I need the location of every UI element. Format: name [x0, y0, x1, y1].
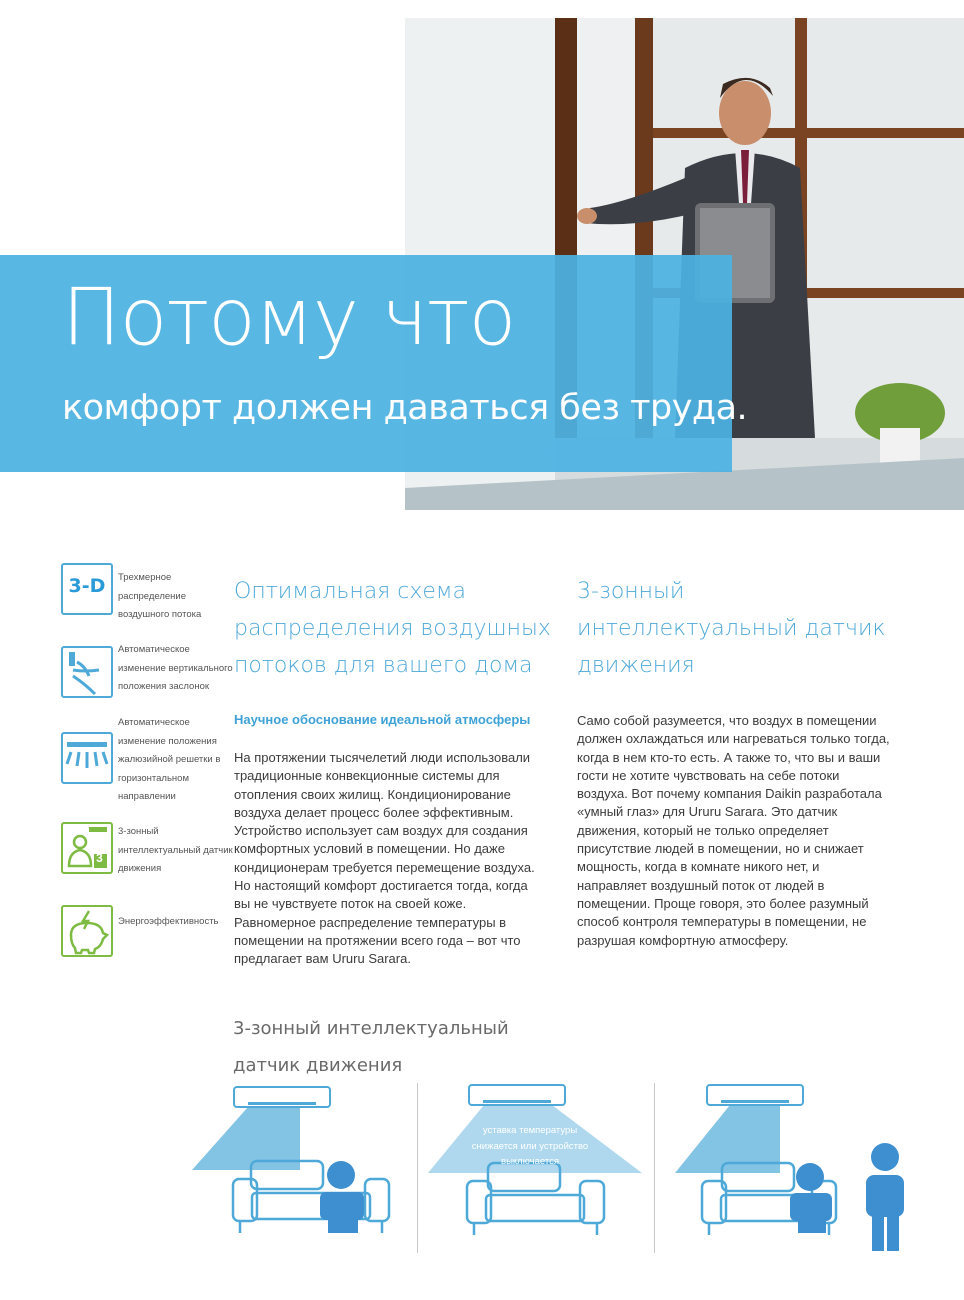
diagram-title: 3-зонный интеллектуальный датчик движения — [233, 1018, 509, 1076]
feature-label: 3-зонный интеллектуальный датчик движения — [118, 826, 233, 874]
left-subheading: Научное обоснование идеальной атмосферы — [234, 712, 531, 727]
3d-airflow-icon — [61, 563, 113, 615]
zones-badge: 3 — [96, 851, 103, 865]
right-heading: 3-зонный интеллектуальный датчик движения — [577, 579, 886, 678]
panel-3 — [675, 1085, 904, 1251]
feature-label: Энергоэффективность — [118, 916, 219, 927]
diagram-middle-note: уставка температуры снижается или устройство выключается — [471, 1125, 589, 1167]
headline-banner — [0, 255, 748, 472]
feature-label: Трехмерное распределение воздушного потока — [118, 572, 202, 620]
left-body: На протяжении тысячелетий люди использовали традиционные конвекционные системы для отопления своих жилищ. Кондиционирование воздуха делает процесс более эффективным. Устройство использует сам воздух для создания комфортных условий в помещении. Но даже кондиционерам требуется перемещение воздуха. Но настоящий комфорт достигается тогда, когда вы не чувствуете поток на своей коже. Равномерное распределение температуры в помещении на протяжении всего года – вот что предлагает вам Ururu Sarara. — [234, 750, 535, 967]
motion-sensor-icon — [61, 822, 113, 874]
vertical-flaps-icon — [61, 646, 113, 698]
right-body: Само собой разумеется, что воздух в помещении должен охлаждаться или нагреваться только тогда, когда в нем кто-то есть. А также то, что вы и ваши гости не хотите чувствовать на себе потоки воздуха. Вот почему компания Daikin разработала «умный глаз» для Ururu Sarara. Это датчик движения, который не только определяет присутствие людей в помещении, но и снижает мощность, когда в комнате никого нет, и направляет воздушный поток от людей в помещении. Проще говоря, это более разумный способ контроля температуры в помещении, не разрушая комфортную атмосферу. — [577, 713, 890, 948]
panel-1 — [192, 1087, 389, 1233]
3d-badge: 3-D — [68, 575, 106, 597]
feature-label: Автоматическое изменение вертикального положения заслонок — [118, 644, 233, 692]
banner-title: Потому что — [62, 273, 516, 363]
left-heading: Оптимальная схема распределения воздушных потоков для вашего дома — [234, 579, 551, 678]
energy-efficiency-icon — [61, 905, 113, 957]
feature-label: Автоматическое изменение положения жалюзийной решетки в горизонтальном направлении — [118, 717, 221, 802]
horizontal-louvre-icon — [61, 732, 113, 784]
banner-subtitle: комфорт должен даваться без труда. — [62, 388, 748, 428]
